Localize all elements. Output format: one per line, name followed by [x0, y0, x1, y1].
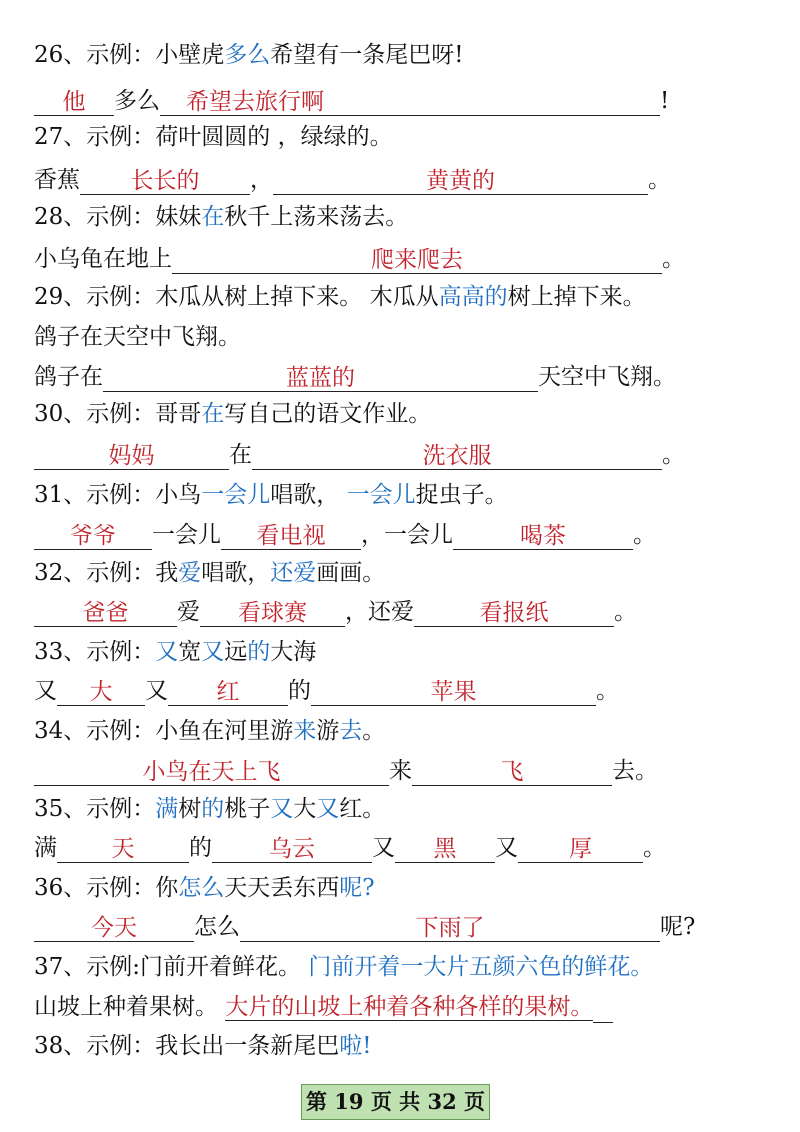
answer-blank: 天 [57, 834, 189, 863]
prompt-text: 34、示例：小鱼在河里游 [34, 718, 294, 744]
prompt-text: 35、示例： [34, 796, 156, 822]
prompt-text: ，还爱 [345, 599, 414, 625]
prompt-text: 。 [596, 678, 619, 704]
highlighted-keyword: 啦! [339, 1033, 372, 1059]
answer-blank: 洗衣服 [252, 441, 662, 470]
prompt-text: 37、示例:门前开着鲜花。 [34, 954, 309, 980]
prompt-text: 。 [662, 442, 685, 468]
answer-blank [593, 994, 613, 1023]
prompt-text: 写自己的语文作业。 [224, 401, 432, 427]
prompt-text: 树上掉下来。 [507, 284, 646, 310]
answer-blank: 爬来爬去 [172, 245, 662, 274]
prompt-text: 远 [224, 639, 248, 665]
answer-blank: 看球赛 [200, 598, 345, 627]
highlighted-keyword: 在 [201, 204, 225, 230]
answer-blank: 黄黄的 [273, 166, 648, 195]
prompt-text: 大 [293, 796, 317, 822]
prompt-text: ! [660, 88, 670, 114]
answer-blank: 他 [34, 87, 114, 116]
prompt-text: 30、示例：哥哥 [34, 401, 202, 427]
prompt-text: 宽 [178, 639, 202, 665]
prompt-text: 桃子 [224, 796, 271, 822]
prompt-text: 38、示例：我长出一条新尾巴 [34, 1033, 340, 1059]
prompt-text: 33、示例： [34, 639, 156, 665]
answer-blank: 希望去旅行啊 [160, 87, 350, 116]
prompt-text: 唱歌， [201, 560, 271, 586]
answer-blank: 喝茶 [453, 521, 633, 550]
answer-blank: 飞 [412, 757, 612, 786]
prompt-text: 捉虫子。 [415, 482, 508, 508]
answer-blank: 下雨了 [240, 913, 660, 942]
worksheet-line-l26b [34, 86, 776, 116]
worksheet-line-l35b [34, 833, 776, 863]
highlighted-keyword: 来 [293, 718, 317, 744]
highlighted-keyword: 还爱 [270, 560, 317, 586]
highlighted-keyword: 高高的 [438, 284, 508, 310]
prompt-text: ， [250, 167, 273, 193]
worksheet-line-l37a [34, 952, 776, 982]
prompt-text: 。 [362, 718, 386, 744]
prompt-text: 。 [662, 246, 685, 272]
answer-blank: 蓝蓝的 [103, 363, 538, 392]
answer-blank: 爷爷 [34, 521, 152, 550]
prompt-text: 怎么 [194, 914, 240, 940]
highlighted-keyword: 爱 [178, 560, 202, 586]
highlighted-keyword: 又 [155, 639, 179, 665]
highlighted-keyword: 去 [339, 718, 363, 744]
prompt-text: 的 [189, 835, 212, 861]
prompt-text: 天空中飞翔。 [538, 364, 676, 390]
worksheet-line-l32a [34, 558, 776, 588]
worksheet-line-l33a [34, 637, 776, 667]
highlighted-keyword: 又 [201, 639, 225, 665]
prompt-text: 来 [389, 758, 412, 784]
highlighted-keyword: 又 [316, 796, 340, 822]
prompt-text: 大海 [270, 639, 317, 665]
answer-blank: 红 [168, 677, 288, 706]
answer-blank: 小鸟在天上飞 [34, 757, 389, 786]
answer-blank: 大 [57, 677, 145, 706]
prompt-text: 又 [372, 835, 395, 861]
highlighted-keyword: 多么 [224, 42, 271, 68]
prompt-text: 山坡上种着果树。 [34, 994, 226, 1020]
prompt-text: 一会儿 [152, 522, 221, 548]
worksheet-line-l30b [34, 440, 776, 470]
prompt-text: 红。 [339, 796, 386, 822]
worksheet-line-l35a [34, 794, 776, 824]
prompt-text: 香蕉 [34, 167, 80, 193]
worksheet-line-l29a [34, 282, 776, 312]
prompt-text: 希望有一条尾巴呀! [270, 42, 464, 68]
prompt-text: 游 [316, 718, 340, 744]
prompt-text: 29、示例：木瓜从树上掉下来。 木瓜从 [34, 284, 439, 310]
highlighted-keyword: 门前开着一大片五颜六色的鲜花。 [308, 954, 654, 980]
prompt-text: 树 [178, 796, 202, 822]
answer-blank: 今天 [34, 913, 194, 942]
highlighted-keyword: 的 [247, 639, 271, 665]
answer-blank: 长长的 [80, 166, 250, 195]
prompt-text: 多么 [114, 88, 160, 114]
answer-blank: 苹果 [311, 677, 596, 706]
answer-text: 大片的山坡上种着各种各样的果树。 [225, 994, 594, 1020]
worksheet-line-l29c [34, 362, 776, 392]
prompt-text: 画画。 [316, 560, 386, 586]
worksheet-line-l37b [34, 992, 776, 1023]
highlighted-keyword: 的 [201, 796, 225, 822]
worksheet-line-l31a [34, 480, 776, 510]
prompt-text: 天天丢东西 [224, 875, 340, 901]
prompt-text: 又 [145, 678, 168, 704]
worksheet-line-l30a [34, 399, 776, 429]
prompt-text: 26、示例：小壁虎 [34, 42, 225, 68]
highlighted-keyword: 满 [155, 796, 179, 822]
highlighted-keyword: 又 [270, 796, 294, 822]
prompt-text: 36、示例：你 [34, 875, 179, 901]
worksheet-line-l27a [34, 122, 776, 152]
answer-blank: 乌云 [212, 834, 372, 863]
prompt-text: 满 [34, 835, 57, 861]
prompt-text: 。 [643, 835, 666, 861]
answer-blank: 妈妈 [34, 441, 229, 470]
prompt-text: 28、示例：妹妹 [34, 204, 202, 230]
highlighted-keyword: 呢? [339, 875, 375, 901]
prompt-text: 。 [633, 522, 656, 548]
answer-blank: 厚 [518, 834, 643, 863]
page-number-footer: 第 19 页 共 32 页 [301, 1084, 490, 1120]
prompt-text: 又 [34, 678, 57, 704]
prompt-text: 。 [614, 599, 637, 625]
highlighted-keyword: 在 [201, 401, 225, 427]
prompt-text: 又 [495, 835, 518, 861]
prompt-text: ，一会儿 [361, 522, 453, 548]
answer-blank: 看报纸 [414, 598, 614, 627]
highlighted-keyword: 一会儿 [201, 482, 271, 508]
prompt-text: 。 [648, 167, 671, 193]
highlighted-keyword: 一会儿 [346, 482, 416, 508]
prompt-text: 32、示例：我 [34, 560, 179, 586]
worksheet-line-l28a [34, 202, 776, 232]
worksheet-line-l34b [34, 756, 776, 786]
highlighted-keyword: 怎么 [178, 875, 225, 901]
prompt-text: 在 [229, 442, 252, 468]
answer-blank: 黑 [395, 834, 495, 863]
worksheet-line-l31b [34, 520, 776, 550]
prompt-text: 秋千上荡来荡去。 [224, 204, 409, 230]
worksheet-line-l29b [34, 322, 776, 352]
worksheet-line-l38a [34, 1031, 776, 1061]
worksheet-line-l36a [34, 873, 776, 903]
answer-blank: 看电视 [221, 521, 361, 550]
answer-blank [350, 87, 660, 116]
prompt-text: 唱歌， [270, 482, 347, 508]
worksheet-line-l26a [34, 40, 776, 70]
prompt-text: 呢? [660, 914, 696, 940]
prompt-text: 小乌龟在地上 [34, 246, 172, 272]
prompt-text: 爱 [177, 599, 200, 625]
prompt-text: 31、示例：小鸟 [34, 482, 202, 508]
prompt-text: 的 [288, 678, 311, 704]
prompt-text: 27、示例：荷叶圆圆的 ，绿绿的。 [34, 124, 393, 150]
worksheet-line-l36b [34, 912, 776, 942]
answer-blank: 爸爸 [34, 598, 177, 627]
prompt-text: 鸽子在天空中飞翔。 [34, 324, 241, 350]
worksheet-line-l34a [34, 716, 776, 746]
prompt-text: 鸽子在 [34, 364, 103, 390]
prompt-text: 去。 [612, 758, 658, 784]
worksheet-line-l32b [34, 597, 776, 627]
worksheet-line-l27b [34, 165, 776, 195]
worksheet-line-l28b [34, 244, 776, 274]
worksheet-line-l33b [34, 676, 776, 706]
